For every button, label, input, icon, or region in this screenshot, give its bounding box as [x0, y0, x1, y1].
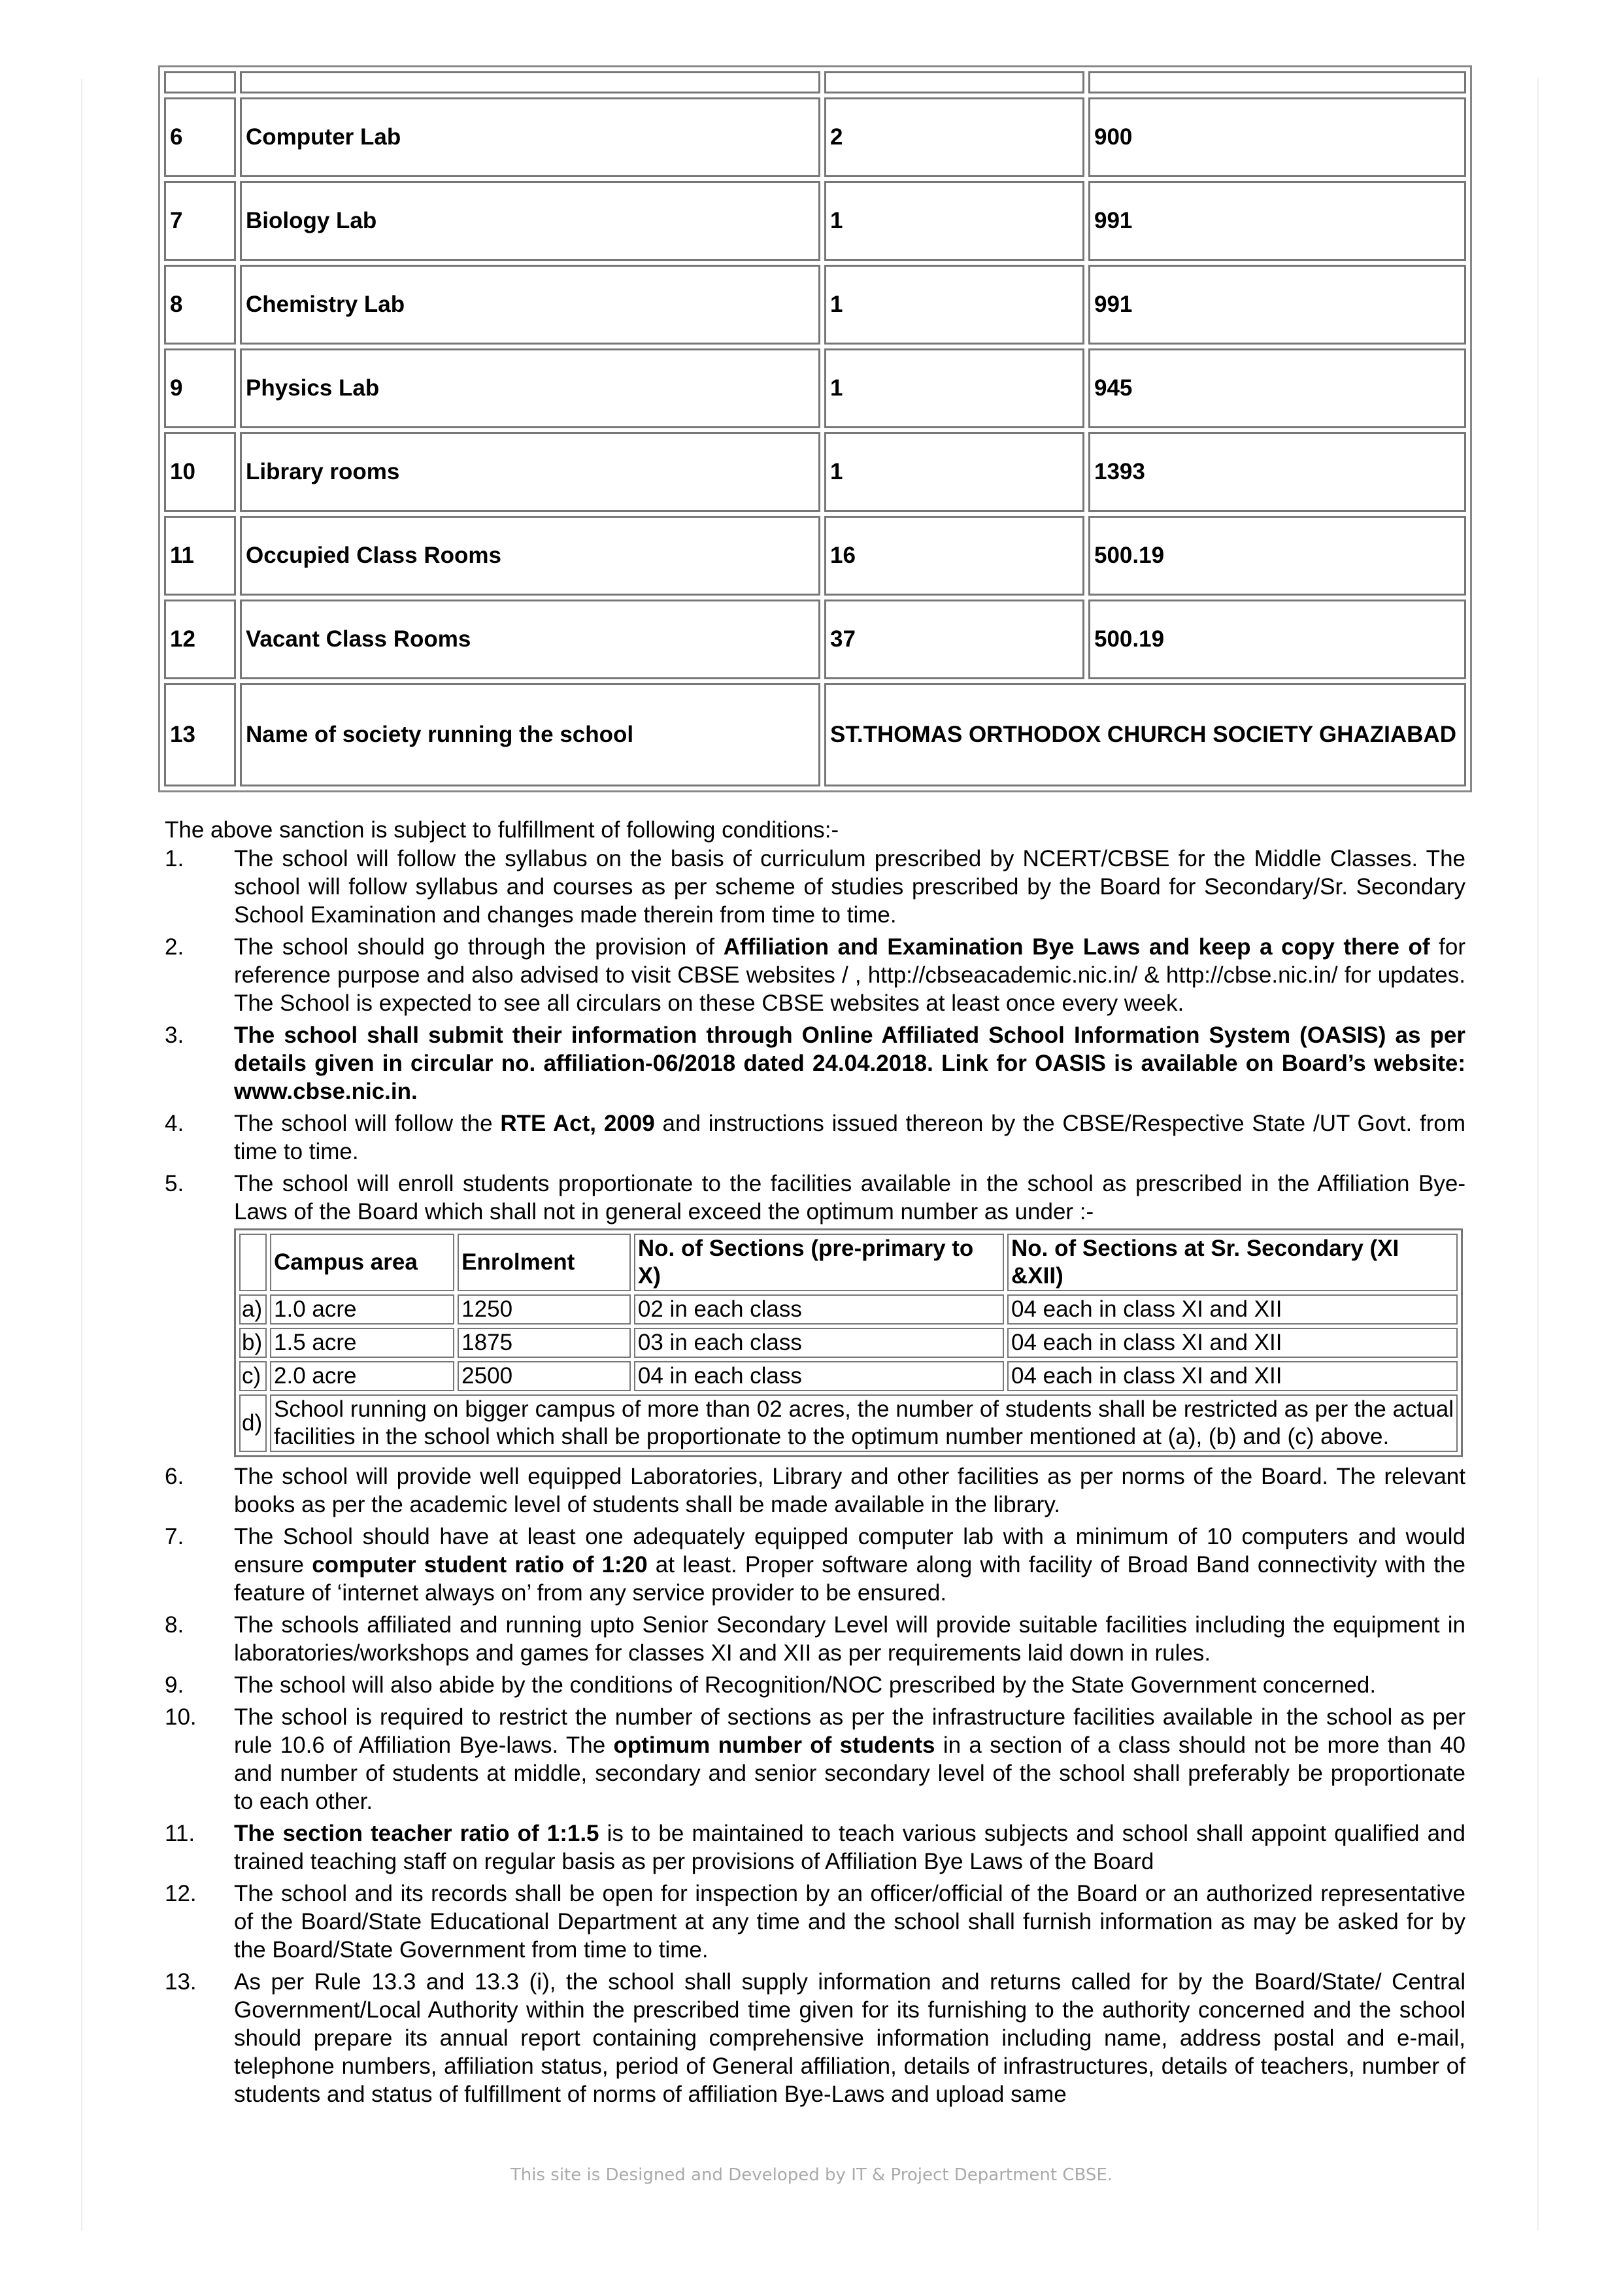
- condition-text: The schools affiliated and running upto Senior Secondary Level will provide suitable facilities including the equipment in laboratories/workshops and games for classes XI and XII as per requirements laid down in rules.: [234, 1612, 1465, 1666]
- table-row-society: [164, 683, 1466, 786]
- condition-text: The school should go through the provision of: [234, 934, 724, 960]
- facility-area: 945: [1088, 348, 1466, 428]
- facility-count: 1: [824, 181, 1084, 261]
- condition-text: for reference purpose and also advised to visit CBSE websites / , http://cbseacademic.nic.in/ & http://cbse.nic.in/ for updates. The School is expected to see all circulars on these CBSE websites at least once every week.: [234, 934, 1465, 1016]
- table-row: [164, 516, 1466, 596]
- facility-count: 1: [824, 348, 1084, 428]
- condition-emphasis: The school shall submit their information through Online Affiliated School Information System (OASIS) as per details given in circular no. affiliation-06/2018 dated 24.04.2018. Link for OASIS is available on Board’s website: www.cbse.nic.in.: [234, 1022, 1465, 1104]
- condition-emphasis: Affiliation and Examination Bye Laws and keep a copy there of: [723, 934, 1430, 960]
- facility-no: 11: [164, 516, 236, 596]
- table-row: [164, 265, 1466, 345]
- condition-text: in a section of a class should not be more than 40 and number of students at middle, secondary and senior secondary level of the school shall preferably be proportionate to each other.: [234, 1732, 1466, 1814]
- facility-no: 9: [164, 348, 236, 428]
- campus-area: 2.0 acre: [270, 1361, 454, 1391]
- condition-text: and instructions issued thereon by the CBSE/Respective State /UT Govt. from time to time.: [234, 1111, 1466, 1164]
- facility-name: Biology Lab: [240, 181, 820, 261]
- condition-text: The school will enroll students proportionate to the facilities available in the school as prescribed in the Affiliation Bye-Laws of the Board which shall not in general exceed the optimum number as under :-: [234, 1171, 1465, 1224]
- conditions-intro: The above sanction is subject to fulfillment of following conditions:-: [165, 817, 839, 843]
- condition-number: 9.: [165, 1672, 184, 1698]
- facility-area: 1393: [1088, 432, 1466, 512]
- condition-text: The school will follow the: [234, 1111, 501, 1136]
- condition-text: The school will follow the syllabus on the basis of curriculum prescribed by NCERT/CBSE for the Middle Classes. The school will follow syllabus and courses as per scheme of studies prescribed by the Board for Secondary/Sr. Secondary School Examination and changes made therein from time to time.: [234, 846, 1465, 928]
- campus-row-label: d): [239, 1394, 267, 1452]
- condition-number: 1.: [165, 846, 184, 871]
- footer-credit: This site is Designed and Developed by IT & Project Department CBSE.: [510, 2165, 1113, 2185]
- condition-number: 8.: [165, 1612, 184, 1638]
- facility-no: 6: [164, 97, 236, 177]
- facility-name: Computer Lab: [240, 97, 820, 177]
- campus-row-label: c): [239, 1361, 267, 1391]
- facility-count: 16: [824, 516, 1084, 596]
- condition-text: The School should have at least one adequately equipped computer lab with a minimum of 10 computers and would ensure: [234, 1524, 1465, 1578]
- facility-area: 900: [1088, 97, 1466, 177]
- condition-number: 11.: [165, 1821, 195, 1846]
- facility-name: Chemistry Lab: [240, 265, 820, 345]
- condition-text: The school will also abide by the conditions of Recognition/NOC prescribed by the State Government concerned.: [234, 1672, 1377, 1698]
- condition-text: at least. Proper software along with facility of Broad Band connectivity with the feature of ‘internet always on’ from any service provider to be ensured.: [234, 1552, 1466, 1606]
- campus-area: 1.5 acre: [270, 1328, 454, 1358]
- facility-area: 991: [1088, 181, 1466, 261]
- campus-sr-sections: 04 each in class XI and XII: [1007, 1328, 1458, 1358]
- facility-count: 1: [824, 432, 1084, 512]
- condition-text: The school and its records shall be open for inspection by an officer/official of the Board or an authorized representative of the Board/State Educational Department at any time and the school shall furnish information as may be asked for by the Board/State Government from time to time.: [234, 1881, 1465, 1963]
- facility-area: 991: [1088, 265, 1466, 345]
- facility-table: [158, 65, 1472, 792]
- facility-area: 500.19: [1088, 599, 1466, 679]
- condition-emphasis: computer student ratio of 1:20: [312, 1552, 648, 1578]
- table-row: [164, 348, 1466, 428]
- campus-note: School running on bigger campus of more than 02 acres, the number of students shall be restricted as per the actual facilities in the school which shall be proportionate to the optimum number mentioned at (a), (b) and (c) above.: [270, 1394, 1458, 1452]
- condition-emphasis: RTE Act, 2009: [500, 1111, 655, 1136]
- condition-number: 2.: [165, 934, 184, 960]
- condition-item: [165, 1462, 1465, 1519]
- campus-enrolment: 1875: [458, 1328, 631, 1358]
- campus-header: Campus area: [270, 1234, 454, 1291]
- campus-enrolment: 1250: [458, 1294, 631, 1325]
- society-no: 13: [164, 683, 236, 786]
- table-row: [164, 97, 1466, 177]
- society-value: ST.THOMAS ORTHODOX CHURCH SOCIETY GHAZIABAD: [824, 683, 1466, 786]
- facility-name: Library rooms: [240, 432, 820, 512]
- condition-text: The school is required to restrict the number of sections as per the infrastructure facilities available in the school as per rule 10.6 of Affiliation Bye-laws. The: [234, 1704, 1465, 1758]
- facility-name: Occupied Class Rooms: [240, 516, 820, 596]
- condition-item: [165, 1021, 1465, 1106]
- condition-item: [165, 1611, 1465, 1667]
- condition-number: 3.: [165, 1022, 184, 1048]
- condition-text: is to be maintained to teach various subjects and school shall appoint qualified and trained teaching staff on regular basis as per provisions of Affiliation Bye Laws of the Board: [234, 1821, 1465, 1874]
- facility-no: 7: [164, 181, 236, 261]
- campus-header: Enrolment: [458, 1234, 631, 1291]
- campus-header: No. of Sections (pre-primary to X): [634, 1234, 1004, 1291]
- condition-number: 12.: [165, 1881, 197, 1906]
- campus-enrolment: 2500: [458, 1361, 631, 1391]
- table-row: [164, 599, 1466, 679]
- table-row: [164, 432, 1466, 512]
- table-row-partial: [164, 71, 1466, 93]
- facility-count: 1: [824, 265, 1084, 345]
- condition-item: [165, 1819, 1465, 1876]
- facility-no: 10: [164, 432, 236, 512]
- condition-number: 10.: [165, 1704, 197, 1730]
- conditions-list: [165, 845, 1465, 2112]
- condition-emphasis: The section teacher ratio of 1:1.5: [234, 1821, 599, 1846]
- campus-row: [239, 1294, 1458, 1325]
- facility-no: 8: [164, 265, 236, 345]
- condition-item: [165, 1671, 1465, 1699]
- condition-emphasis: optimum number of students: [613, 1732, 935, 1758]
- campus-header: No. of Sections at Sr. Secondary (XI &XII): [1007, 1234, 1458, 1291]
- campus-table: [234, 1228, 1463, 1457]
- campus-header-row: [239, 1234, 1458, 1291]
- facility-count: 37: [824, 599, 1084, 679]
- campus-sections: 02 in each class: [634, 1294, 1004, 1325]
- society-label: Name of society running the school: [240, 683, 820, 786]
- condition-text: As per Rule 13.3 and 13.3 (i), the school shall supply information and returns called for by the Board/State/ Central Government/Local Authority within the prescribed time given for its furnishing to the authority concerned and the school should prepare its annual report containing comprehensive information including name, address postal and e-mail, telephone numbers, affiliation status, period of General affiliation, details of infrastructures, details of teachers, number of students and status of fulfillment of norms of affiliation Bye-Laws and upload same: [234, 1969, 1465, 2107]
- condition-number: 6.: [165, 1464, 184, 1489]
- condition-number: 4.: [165, 1111, 184, 1136]
- condition-item: [165, 1523, 1465, 1607]
- facility-count: 2: [824, 97, 1084, 177]
- campus-note-row: [239, 1394, 1458, 1452]
- condition-item: [165, 1109, 1465, 1166]
- campus-sections: 04 in each class: [634, 1361, 1004, 1391]
- condition-number: 5.: [165, 1171, 184, 1196]
- facility-no: 12: [164, 599, 236, 679]
- condition-item: [165, 1703, 1465, 1815]
- campus-row: [239, 1328, 1458, 1358]
- campus-area: 1.0 acre: [270, 1294, 454, 1325]
- condition-number: 13.: [165, 1969, 197, 1995]
- condition-item: [165, 1968, 1465, 2108]
- campus-sr-sections: 04 each in class XI and XII: [1007, 1361, 1458, 1391]
- campus-sections: 03 in each class: [634, 1328, 1004, 1358]
- campus-row: [239, 1361, 1458, 1391]
- condition-item: [165, 933, 1465, 1017]
- condition-item: [165, 845, 1465, 929]
- condition-number: 7.: [165, 1524, 184, 1549]
- facility-name: Vacant Class Rooms: [240, 599, 820, 679]
- facility-area: 500.19: [1088, 516, 1466, 596]
- condition-item: [165, 1170, 1465, 1457]
- campus-row-label: b): [239, 1328, 267, 1358]
- condition-text: The school will provide well equipped Laboratories, Library and other facilities as per norms of the Board. The relevant books as per the academic level of students shall be made available in the library.: [234, 1464, 1465, 1517]
- table-row: [164, 181, 1466, 261]
- campus-sr-sections: 04 each in class XI and XII: [1007, 1294, 1458, 1325]
- campus-row-label: a): [239, 1294, 267, 1325]
- facility-name: Physics Lab: [240, 348, 820, 428]
- condition-item: [165, 1880, 1465, 1964]
